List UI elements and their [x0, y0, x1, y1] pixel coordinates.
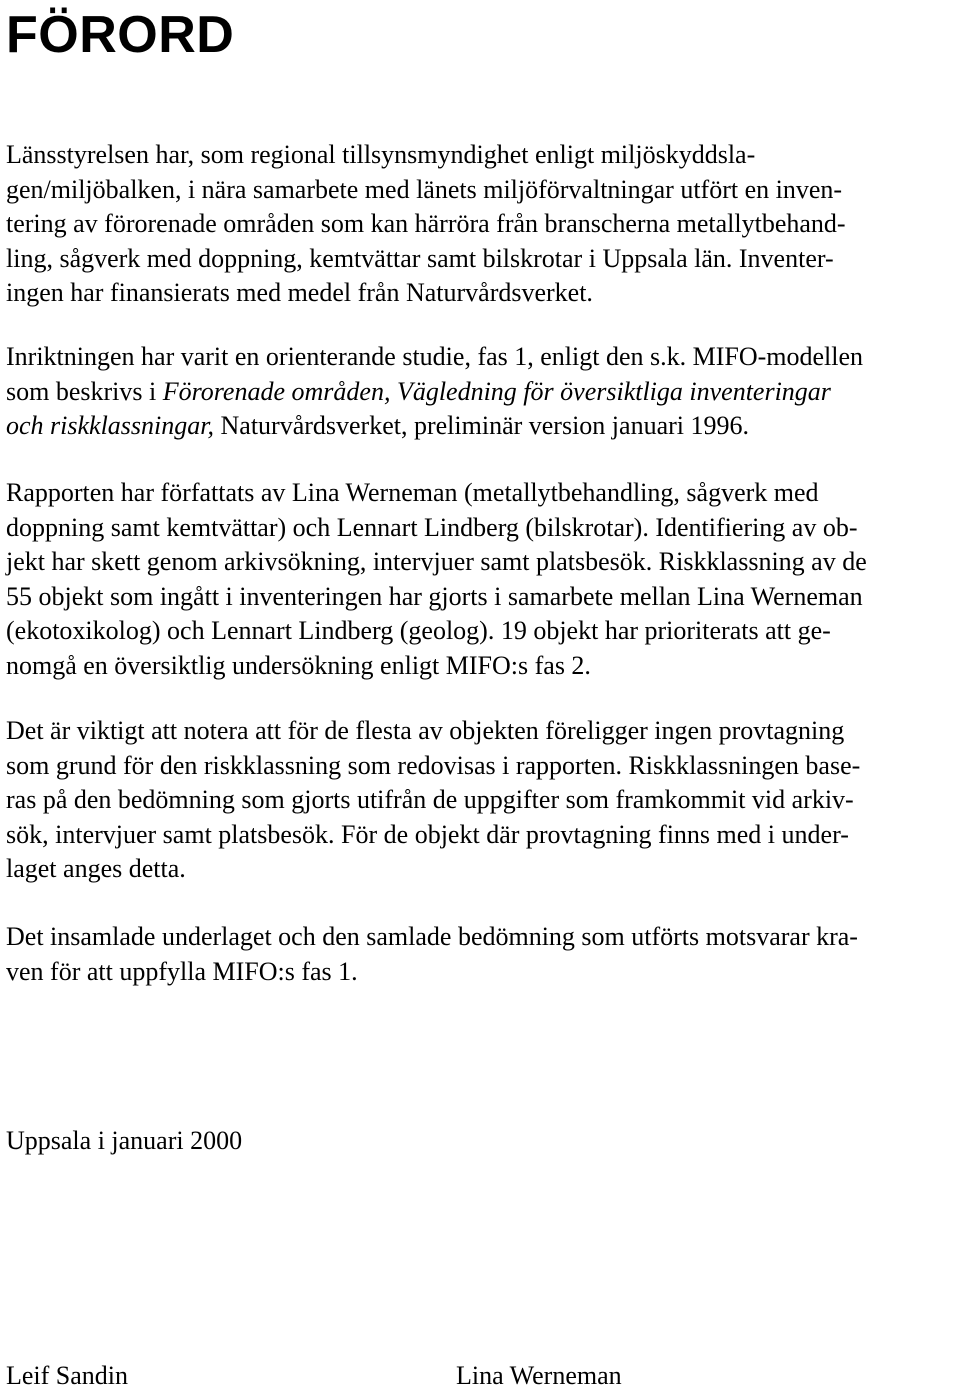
text-run: som beskrivs i [6, 376, 163, 406]
page-title: FÖRORD [6, 6, 235, 64]
place-date: Uppsala i januari 2000 [6, 1126, 243, 1155]
text-line: laget anges detta. [6, 854, 186, 883]
text-line: jekt har skett genom arkivsökning, intervjuer samt platsbesök. Riskklassning av de [6, 547, 867, 576]
report-title-italic: Förorenade områden, Vägledning för översiktliga inventeringar [162, 376, 831, 406]
paragraph-authors [6, 476, 867, 683]
text-line: ling, sågverk med doppning, kemtvättar samt bilskrotar i Uppsala län. Inventer- [6, 243, 834, 273]
text-line: doppning samt kemtvättar) och Lennart Lindberg (bilskrotar). Identifiering av ob- [6, 512, 858, 542]
report-title-italic: och riskklassningar, [6, 411, 214, 440]
text-line: tering av förorenade områden som kan härröra från branscherna metallytbehand- [6, 209, 846, 238]
text-line: (ekotoxikolog) och Lennart Lindberg (geolog). 19 objekt har prioriterats att ge- [6, 616, 831, 645]
text-line: Rapporten har författats av Lina Werneman (metallytbehandling, sågverk med [6, 478, 819, 507]
paragraph-conclusion [6, 920, 858, 989]
text-line: Det insamlade underlaget och den samlade bedömning som utförts motsvarar kra- [6, 922, 858, 951]
paragraph-intro [6, 138, 846, 311]
text-line: ven för att uppfylla MIFO:s fas 1. [6, 956, 358, 986]
text-line: Länsstyrelsen har, som regional tillsynsmyndighet enligt miljöskyddsla- [6, 140, 756, 169]
text-line: nomgå en översiktlig undersökning enligt MIFO:s fas 2. [6, 650, 591, 680]
text-line: ingen har finansierats med medel från Naturvårdsverket. [6, 278, 593, 307]
paragraph-note [6, 714, 860, 887]
signature-name: Leif Sandin [6, 1361, 129, 1390]
text-line: 55 objekt som ingått i inventeringen har gjorts i samarbete mellan Lina Werneman [6, 581, 863, 611]
text-line: som grund för den riskklassning som redovisas i rapporten. Riskklassningen base- [6, 750, 861, 780]
text-line: Inriktningen har varit en orienterande studie, fas 1, enligt den s.k. MIFO-modellen [6, 342, 864, 371]
text-line: ras på den bedömning som gjorts utifrån de uppgifter som framkommit vid arkiv- [6, 785, 854, 814]
text-line: gen/miljöbalken, i nära samarbete med länets miljöförvaltningar utfört en inven- [6, 174, 843, 204]
text-run: Naturvårdsverket, preliminär version januari 1996. [214, 411, 749, 440]
signature-name: Lina Werneman [456, 1361, 622, 1390]
text-line: Det är viktigt att notera att för de flesta av objekten föreligger ingen provtagning [6, 716, 845, 745]
paragraph-method [6, 340, 863, 444]
text-line: sök, intervjuer samt platsbesök. För de objekt där provtagning finns med i under- [6, 819, 849, 849]
text-line [6, 375, 863, 410]
text-line [6, 409, 863, 444]
